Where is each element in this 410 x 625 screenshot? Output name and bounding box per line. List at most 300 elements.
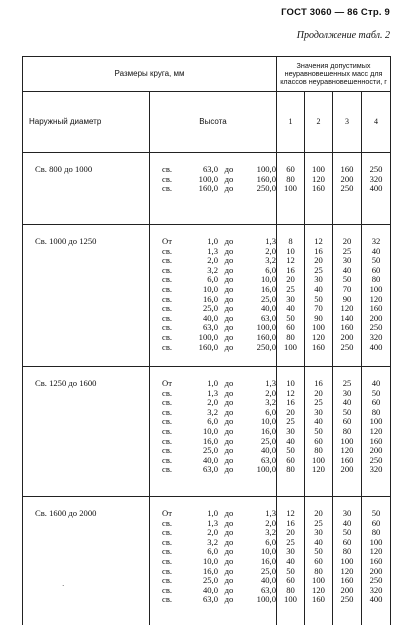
- height-lo: 6,0: [207, 546, 218, 557]
- height-hi: 2,0: [265, 387, 276, 398]
- mass-value: 250: [340, 183, 354, 194]
- mass-value: 140: [340, 312, 354, 323]
- mass-value: 12: [314, 236, 323, 246]
- mass-value: 60: [371, 517, 381, 528]
- height-pf: св.: [162, 565, 173, 576]
- mass-value: 200: [340, 464, 354, 475]
- height-hi: 1,3: [265, 508, 276, 518]
- height-do: до: [224, 245, 234, 256]
- class-1-values: [277, 153, 305, 225]
- mass-value: 60: [342, 536, 352, 547]
- mass-value: 30: [286, 293, 295, 304]
- mass-value: 250: [369, 164, 383, 174]
- height-lo: 6,0: [207, 416, 218, 427]
- mass-value: 12: [286, 387, 295, 398]
- mass-value: 90: [314, 312, 323, 323]
- head-class-1: 1: [277, 92, 305, 153]
- height-lo: 1,0: [207, 378, 218, 388]
- class-4-values: [362, 497, 391, 625]
- mass-value: 160: [312, 594, 325, 605]
- mass-value: 200: [340, 331, 354, 342]
- mass-value: 250: [340, 594, 354, 605]
- class-2-values: [305, 153, 333, 225]
- height-cell: [150, 497, 277, 625]
- mass-value: 40: [371, 245, 381, 256]
- mass-value: 20: [286, 406, 295, 417]
- mass-value: 20: [314, 387, 323, 398]
- height-do: до: [224, 322, 234, 333]
- mass-value: 25: [342, 245, 352, 256]
- mass-value: 320: [369, 331, 383, 342]
- height-hi: 10,0: [260, 546, 276, 557]
- mass-value: 30: [342, 255, 352, 266]
- height-range: [162, 247, 276, 257]
- mass-value: 120: [312, 464, 325, 475]
- table-continuation-label: Продолжение табл. 2: [296, 30, 390, 41]
- mass-value: 50: [371, 255, 381, 266]
- height-lo: 3,2: [207, 264, 218, 275]
- mass-value: 80: [286, 584, 295, 595]
- mass-value: 60: [314, 435, 323, 446]
- height-hi: 63,0: [260, 584, 276, 595]
- height-hi: 250,0: [256, 183, 276, 194]
- mass-value: 32: [371, 236, 381, 246]
- height-lo: 100,0: [198, 331, 218, 342]
- mass-value: 70: [342, 283, 352, 294]
- height-range: [162, 379, 276, 389]
- mass-value: 250: [369, 322, 383, 333]
- height-hi: 25,0: [260, 435, 276, 446]
- height-do: до: [224, 435, 234, 446]
- class-2-values: [305, 497, 333, 625]
- height-do: до: [224, 274, 234, 285]
- class-1-values: [277, 225, 305, 367]
- height-pf: св.: [162, 274, 173, 285]
- height-range: [162, 547, 276, 557]
- mass-value: 100: [312, 164, 325, 174]
- height-pf: св.: [162, 594, 173, 605]
- class-1-values: [277, 497, 305, 625]
- height-pf: св.: [162, 464, 173, 475]
- height-pf: св.: [162, 454, 173, 465]
- height-do: до: [224, 236, 234, 246]
- mass-value: 120: [312, 331, 325, 342]
- mass-value: 40: [314, 536, 323, 547]
- height-lo: 16,0: [202, 293, 218, 304]
- mass-value: 100: [312, 454, 325, 465]
- height-pf: св.: [162, 387, 173, 398]
- standard-title: ГОСТ 3060 — 86 Стр. 9: [281, 7, 390, 18]
- mass-value: 120: [369, 546, 383, 557]
- height-range: [162, 389, 276, 399]
- mass-value: 200: [340, 173, 354, 184]
- height-lo: 160,0: [198, 183, 218, 194]
- height-lo: 25,0: [202, 445, 218, 456]
- table-group: [23, 497, 391, 625]
- height-hi: 100,0: [256, 594, 276, 605]
- height-lo: 10,0: [202, 283, 218, 294]
- class-3-values: [333, 153, 362, 225]
- mass-value: 80: [314, 445, 323, 456]
- height-lo: 63,0: [202, 594, 218, 605]
- height-lo: 3,2: [207, 406, 218, 417]
- height-pf: От: [162, 378, 172, 388]
- class-3-values: [333, 497, 362, 625]
- mass-value: 25: [314, 264, 323, 275]
- mass-value: 70: [314, 303, 323, 314]
- height-range: [162, 343, 276, 353]
- mass-value: 100: [284, 341, 297, 352]
- mass-value: 100: [284, 183, 297, 194]
- head-outer-diameter: Наружный диаметр: [23, 92, 150, 153]
- mass-value: 10: [286, 378, 295, 388]
- mass-value: 80: [342, 546, 352, 557]
- height-lo: 25,0: [202, 303, 218, 314]
- height-pf: св.: [162, 406, 173, 417]
- mass-value: 100: [312, 575, 325, 586]
- mass-value: 20: [314, 255, 323, 266]
- head-height: Высота: [150, 92, 277, 153]
- mass-value: 40: [286, 555, 295, 566]
- mass-value: 30: [314, 406, 323, 417]
- mass-value: 20: [314, 508, 323, 518]
- mass-value: 40: [314, 283, 323, 294]
- mass-value: 25: [286, 416, 295, 427]
- mass-value: 100: [312, 322, 325, 333]
- height-hi: 100,0: [256, 164, 276, 174]
- height-hi: 6,0: [265, 406, 276, 417]
- mass-value: 50: [314, 425, 323, 436]
- height-pf: св.: [162, 293, 173, 304]
- height-pf: св.: [162, 397, 173, 408]
- height-hi: 16,0: [260, 425, 276, 436]
- height-do: до: [224, 575, 234, 586]
- height-lo: 63,0: [202, 322, 218, 333]
- height-lo: 1,3: [207, 245, 218, 256]
- mass-value: 50: [314, 546, 323, 557]
- class-2-values: [305, 225, 333, 367]
- height-hi: 3,2: [265, 527, 276, 538]
- height-range: [162, 595, 276, 605]
- height-do: до: [224, 293, 234, 304]
- mass-value: 120: [340, 565, 354, 576]
- mass-value: 200: [369, 445, 383, 456]
- height-hi: 6,0: [265, 264, 276, 275]
- class-4-values: [362, 225, 391, 367]
- mass-value: 20: [286, 274, 295, 285]
- height-pf: св.: [162, 164, 173, 174]
- height-range: [162, 528, 276, 538]
- height-do: до: [224, 303, 234, 314]
- height-do: до: [224, 565, 234, 576]
- height-do: до: [224, 406, 234, 417]
- height-range: [162, 408, 276, 418]
- height-range: [162, 446, 276, 456]
- height-lo: 40,0: [202, 454, 218, 465]
- height-do: до: [224, 387, 234, 398]
- mass-value: 80: [342, 425, 352, 436]
- height-pf: св.: [162, 183, 173, 194]
- height-range: [162, 237, 276, 247]
- table-body: [23, 153, 391, 625]
- mass-value: 50: [286, 312, 295, 323]
- height-lo: 2,0: [207, 527, 218, 538]
- mass-value: 160: [340, 322, 354, 333]
- mass-value: 50: [371, 387, 381, 398]
- height-range: [162, 576, 276, 586]
- mass-value: 20: [286, 527, 295, 538]
- outer-diameter-cell: Св. 800 до 1000: [23, 153, 150, 225]
- mass-value: 40: [286, 435, 295, 446]
- mass-value: 50: [342, 274, 352, 285]
- height-do: до: [224, 173, 234, 184]
- mass-value: 80: [371, 527, 381, 538]
- mass-value: 120: [369, 293, 383, 304]
- height-range: [162, 304, 276, 314]
- mass-value: 12: [286, 508, 295, 518]
- height-range: [162, 295, 276, 305]
- mass-value: 80: [286, 331, 295, 342]
- mass-value: 160: [312, 183, 325, 194]
- height-pf: св.: [162, 245, 173, 256]
- height-lo: 2,0: [207, 255, 218, 266]
- height-pf: От: [162, 508, 172, 518]
- height-do: до: [224, 445, 234, 456]
- mass-value: 40: [342, 517, 352, 528]
- height-range: [162, 398, 276, 408]
- height-hi: 160,0: [256, 331, 276, 342]
- mass-value: 100: [340, 555, 354, 566]
- height-lo: 1,3: [207, 387, 218, 398]
- mass-value: 120: [369, 425, 383, 436]
- mass-value: 30: [314, 527, 323, 538]
- height-do: до: [224, 555, 234, 566]
- mass-value: 400: [369, 594, 383, 605]
- head-sizes: Размеры круга, мм: [23, 57, 277, 92]
- mass-value: 16: [314, 245, 323, 256]
- height-range: [162, 538, 276, 548]
- height-range: [162, 184, 276, 194]
- mass-value: 160: [369, 435, 383, 446]
- mass-value: 8: [288, 236, 293, 246]
- height-lo: 1,0: [207, 508, 218, 518]
- height-pf: св.: [162, 173, 173, 184]
- mass-value: 25: [286, 283, 295, 294]
- height-pf: св.: [162, 584, 173, 595]
- height-hi: 40,0: [260, 445, 276, 456]
- mass-value: 16: [286, 264, 295, 275]
- height-pf: св.: [162, 264, 173, 275]
- class-1-values: [277, 367, 305, 497]
- height-range: [162, 519, 276, 529]
- height-lo: 2,0: [207, 397, 218, 408]
- height-do: до: [224, 425, 234, 436]
- mass-value: 30: [314, 274, 323, 285]
- height-range: [162, 509, 276, 519]
- height-hi: 63,0: [260, 312, 276, 323]
- mass-value: 40: [314, 416, 323, 427]
- mass-value: 320: [369, 464, 383, 475]
- height-lo: 3,2: [207, 536, 218, 547]
- mass-value: 250: [369, 454, 383, 465]
- height-pf: св.: [162, 416, 173, 427]
- height-do: до: [224, 584, 234, 595]
- height-do: до: [224, 378, 234, 388]
- height-lo: 10,0: [202, 425, 218, 436]
- height-do: до: [224, 283, 234, 294]
- height-do: до: [224, 594, 234, 605]
- height-pf: св.: [162, 341, 173, 352]
- height-do: до: [224, 255, 234, 266]
- height-hi: 1,3: [265, 236, 276, 246]
- mass-value: 12: [286, 255, 295, 266]
- mass-value: 320: [369, 173, 383, 184]
- height-pf: св.: [162, 283, 173, 294]
- height-hi: 250,0: [256, 341, 276, 352]
- mass-value: 25: [286, 536, 295, 547]
- mass-value: 80: [371, 406, 381, 417]
- height-pf: св.: [162, 425, 173, 436]
- mass-value: 40: [342, 264, 352, 275]
- height-cell: [150, 225, 277, 367]
- mass-value: 20: [342, 236, 352, 246]
- height-cell: [150, 153, 277, 225]
- mass-value: 25: [342, 378, 352, 388]
- mass-value: 30: [342, 387, 352, 398]
- height-range: [162, 256, 276, 266]
- height-pf: св.: [162, 435, 173, 446]
- height-hi: 3,2: [265, 255, 276, 266]
- mass-value: 60: [286, 575, 295, 586]
- mass-value: 160: [312, 341, 325, 352]
- height-pf: св.: [162, 555, 173, 566]
- height-pf: св.: [162, 527, 173, 538]
- mass-value: 60: [314, 555, 323, 566]
- height-do: до: [224, 527, 234, 538]
- height-hi: 25,0: [260, 293, 276, 304]
- height-lo: 100,0: [198, 173, 218, 184]
- mass-value: 50: [286, 445, 295, 456]
- height-do: до: [224, 536, 234, 547]
- height-lo: 1,0: [207, 236, 218, 246]
- outer-diameter-cell: Св. 1000 до 1250: [23, 225, 150, 367]
- height-lo: 63,0: [202, 464, 218, 475]
- mass-value: 16: [286, 517, 295, 528]
- mass-value: 40: [342, 397, 352, 408]
- mass-value: 200: [369, 565, 383, 576]
- mass-value: 400: [369, 183, 383, 194]
- height-do: до: [224, 546, 234, 557]
- mass-value: 120: [312, 173, 325, 184]
- height-range: [162, 437, 276, 447]
- mass-value: 30: [342, 508, 352, 518]
- height-hi: 10,0: [260, 274, 276, 285]
- height-cell: [150, 367, 277, 497]
- height-range: [162, 275, 276, 285]
- mass-value: 50: [314, 293, 323, 304]
- height-range: [162, 557, 276, 567]
- margin-dot: ·: [62, 582, 65, 590]
- mass-value: 250: [340, 341, 354, 352]
- class-2-values: [305, 367, 333, 497]
- mass-value: 50: [342, 527, 352, 538]
- mass-value: 80: [286, 464, 295, 475]
- mass-value: 60: [371, 397, 381, 408]
- mass-value: 50: [342, 406, 352, 417]
- height-do: до: [224, 416, 234, 427]
- height-hi: 10,0: [260, 416, 276, 427]
- mass-value: 80: [314, 565, 323, 576]
- mass-value: 50: [286, 565, 295, 576]
- height-do: до: [224, 183, 234, 194]
- mass-value: 120: [312, 584, 325, 595]
- mass-value: 80: [371, 274, 381, 285]
- mass-value: 40: [371, 378, 381, 388]
- height-do: до: [224, 312, 234, 323]
- height-pf: св.: [162, 322, 173, 333]
- table-group: [23, 153, 391, 225]
- height-do: до: [224, 508, 234, 518]
- mass-value: 60: [342, 416, 352, 427]
- height-pf: св.: [162, 331, 173, 342]
- head-values: Значения допустимых неуравновешенных масс для классов неуравновешенности, г: [277, 57, 391, 92]
- height-hi: 40,0: [260, 303, 276, 314]
- height-pf: св.: [162, 445, 173, 456]
- mass-value: 100: [369, 536, 383, 547]
- height-lo: 40,0: [202, 312, 218, 323]
- height-hi: 63,0: [260, 454, 276, 465]
- unbalance-table: [22, 56, 391, 625]
- mass-value: 60: [286, 322, 295, 333]
- height-pf: св.: [162, 255, 173, 266]
- height-hi: 16,0: [260, 283, 276, 294]
- height-hi: 3,2: [265, 397, 276, 408]
- mass-value: 30: [286, 546, 295, 557]
- mass-value: 25: [314, 397, 323, 408]
- mass-value: 160: [340, 575, 354, 586]
- mass-value: 320: [369, 584, 383, 595]
- outer-diameter-cell: Св. 1600 до 2000: [23, 497, 150, 625]
- height-range: [162, 417, 276, 427]
- head-class-2: 2: [305, 92, 333, 153]
- height-pf: От: [162, 236, 172, 246]
- height-pf: св.: [162, 536, 173, 547]
- mass-value: 50: [371, 508, 381, 518]
- table-group: [23, 225, 391, 367]
- height-lo: 25,0: [202, 575, 218, 586]
- height-lo: 160,0: [198, 341, 218, 352]
- height-lo: 16,0: [202, 565, 218, 576]
- height-hi: 160,0: [256, 173, 276, 184]
- height-hi: 100,0: [256, 322, 276, 333]
- class-3-values: [333, 225, 362, 367]
- mass-value: 16: [286, 397, 295, 408]
- mass-value: 160: [340, 164, 354, 174]
- mass-value: 10: [286, 245, 295, 256]
- height-lo: 40,0: [202, 584, 218, 595]
- class-4-values: [362, 153, 391, 225]
- height-hi: 2,0: [265, 517, 276, 528]
- mass-value: 100: [284, 594, 297, 605]
- height-range: [162, 266, 276, 276]
- height-do: до: [224, 454, 234, 465]
- mass-value: 40: [286, 303, 295, 314]
- height-hi: 40,0: [260, 575, 276, 586]
- height-range: [162, 465, 276, 475]
- height-pf: св.: [162, 303, 173, 314]
- height-range: [162, 285, 276, 295]
- mass-value: 200: [340, 584, 354, 595]
